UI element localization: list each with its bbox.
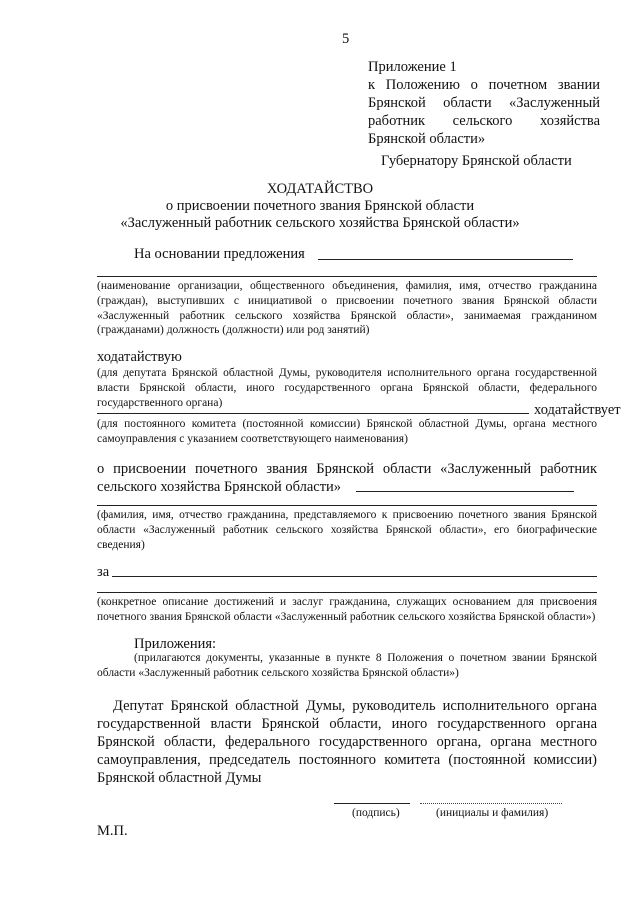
petition-label-2: ходатайствует	[534, 402, 621, 418]
proposal-fill-line-2	[97, 276, 597, 277]
note-nominee: (фамилия, имя, отчество гражданина, представляемого к присвоению почетного звания Брянской области «Заслуженный работник сельского хозяйства Брянской области», его биографические сведения)	[97, 509, 597, 551]
award-text: о присвоении почетного звания Брянской области «Заслуженный работник сельского хозяйства Брянской области»	[97, 461, 597, 495]
proposal-label: На основании предложения	[134, 246, 305, 262]
nominee-fill-line	[356, 491, 574, 492]
merits-fill-line-2	[97, 592, 597, 593]
proposal-fill-line	[318, 259, 573, 260]
nominee-fill-line-2	[97, 505, 597, 506]
initials-caption: (инициалы и фамилия)	[436, 807, 549, 819]
merits-fill-line	[112, 576, 597, 577]
signature-line	[334, 803, 410, 804]
document-subtitle-1: о присвоении почетного звания Брянской области	[165, 198, 475, 214]
petition-label: ходатайствую	[97, 349, 182, 365]
document-subtitle-2: «Заслуженный работник сельского хозяйства Брянской области»	[120, 215, 520, 231]
for-label: за	[97, 564, 110, 580]
addressee: Губернатору Брянской области	[381, 153, 572, 169]
page-number: 5	[342, 31, 350, 47]
seal-label: М.П.	[97, 823, 128, 839]
note-attachments: (прилагаются документы, указанные в пункте 8 Положения о почетном звании Брянской области «Заслуженный работник сельского хозяйства Брянской области»)	[97, 652, 597, 679]
signature-caption: (подпись)	[352, 807, 400, 819]
attachments-label: Приложения:	[134, 636, 217, 652]
note-merits: (конкретное описание достижений и заслуг гражданина, служащих основанием для присвоения почетного звания Брянской области «Заслуженный работник сельского хозяйства Брянской области»)	[97, 596, 597, 623]
note-deputy: (для депутата Брянской областной Думы, руководителя исполнительного органа государственной власти Брянской области, иного государственного органа Брянской области, федерального государственного органа)	[97, 367, 597, 409]
appendix-title: Приложение 1	[368, 59, 457, 75]
appendix-body: к Положению о почетном звании Брянской области «Заслуженный работник сельского хозяйства Брянской области»	[368, 77, 600, 147]
document-title: ХОДАТАЙСТВО	[266, 181, 374, 197]
petition-fill-line	[97, 413, 529, 414]
initials-line	[420, 803, 562, 804]
note-organization: (наименование организации, общественного объединения, фамилия, имя, отчество гражданина (граждан), выступивших с инициативой о присвоении почетного звания Брянской области «Заслуженный работник сельского хозяйства Брянской области», занимаемая гражданином (гражданами) должность (должности) или род занятий)	[97, 280, 597, 337]
note-committee: (для постоянного комитета (постоянной комиссии) Брянской областной Думы, органа местного самоуправления с указанием соответствующего наименования)	[97, 418, 597, 445]
signatory-text: Депутат Брянской областной Думы, руководитель исполнительного органа государственной власти Брянской области, иного государственного органа Брянской области, федерального государственного органа, органа местного самоуправления, председатель постоянного комитета (постоянной комиссии) Брянской областной Думы	[97, 698, 597, 786]
